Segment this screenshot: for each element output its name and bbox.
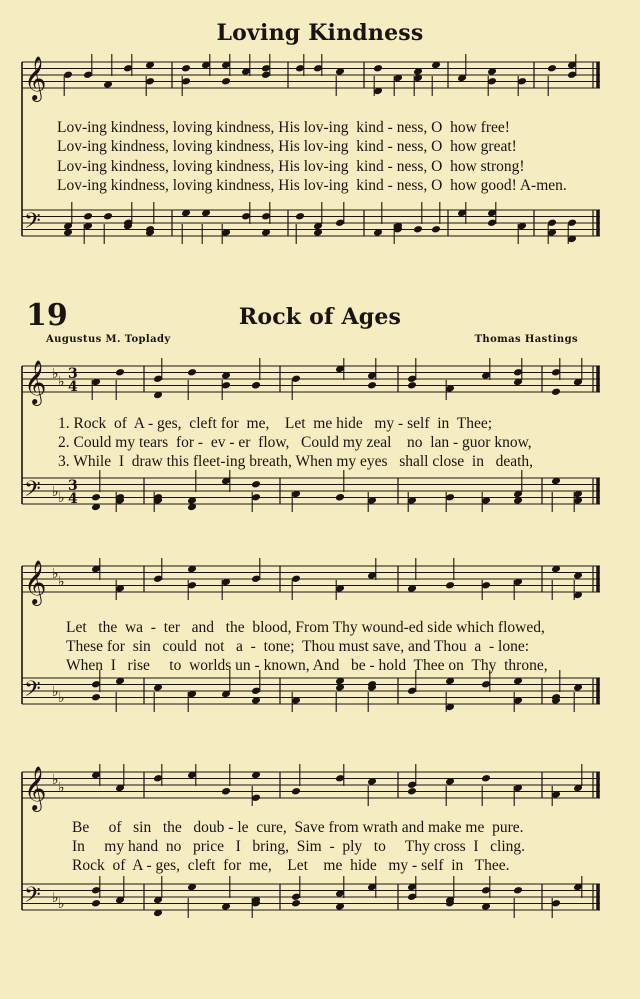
lyric-line: These for sin could not a - tone; Thou must save, and Thou a - lone: — [66, 638, 530, 655]
note-head — [291, 787, 301, 796]
hymn-title-rock-of-ages: Rock of Ages — [238, 304, 402, 330]
lyric-line: Lov-ing kindness, loving kindness, His lov-ing kind - ness, O how free! — [57, 119, 510, 136]
treble-staff — [22, 366, 600, 392]
lyric-line: Lov-ing kindness, loving kindness, His lov-ing kind - ness, O how good! A-men. — [57, 177, 567, 194]
hymn-number: 19 — [26, 298, 68, 333]
note-head — [115, 368, 125, 377]
note-head — [103, 212, 113, 221]
treble-staff — [22, 772, 600, 798]
lyric-line: Be of sin the doub - le cure, Save from wrath and make me pure. — [72, 819, 524, 836]
note-head — [407, 787, 417, 796]
bass-clef-icon: 𝄢 — [24, 883, 41, 913]
treble-clef-icon: 𝄞 — [24, 560, 47, 604]
bass-clef-icon: 𝄢 — [24, 209, 41, 239]
note-head — [335, 493, 345, 502]
note-head — [91, 899, 101, 908]
lyric-line: Let the wa - ter and the blood, From Thy wound-ed side which flowed, — [66, 619, 545, 636]
treble-staff — [22, 566, 600, 592]
flat-icon: ♭ — [52, 684, 59, 700]
bass-clef-icon: 𝄢 — [24, 677, 41, 707]
lyric-line: Rock of A - ges, cleft for me, Let me hide my - self in Thee. — [72, 857, 510, 874]
note-head — [513, 886, 523, 895]
flat-icon: ♭ — [58, 896, 65, 912]
note-head — [251, 480, 261, 489]
note-head — [481, 774, 491, 783]
note-head — [551, 387, 561, 396]
lyric-line: 2. Could my tears for - ev - er flow, Could my zeal no lan - guor know, — [58, 434, 532, 451]
note-head — [251, 381, 261, 390]
hymn-title-loving-kindness: Loving Kindness — [216, 20, 424, 46]
time-signature-top: 3 — [68, 366, 78, 382]
flat-icon: ♭ — [58, 490, 65, 506]
flat-icon: ♭ — [58, 690, 65, 706]
lyric-line: In my hand no price I bring, Sim - ply to Thy cross I cling. — [72, 838, 526, 855]
time-signature-top: 3 — [68, 478, 78, 494]
time-signature-bottom: 4 — [68, 379, 78, 395]
note-head — [373, 64, 383, 73]
flat-icon: ♭ — [52, 772, 59, 788]
flat-icon: ♭ — [58, 574, 65, 590]
note-head — [431, 225, 441, 234]
treble-clef-icon: 𝄞 — [24, 56, 47, 100]
time-signature-bottom: 4 — [68, 491, 78, 507]
note-head — [445, 581, 455, 590]
note-head — [221, 77, 231, 86]
note-head — [221, 787, 231, 796]
treble-clef-icon: 𝄞 — [24, 766, 47, 810]
lyric-line: 3. While I draw this fleet-ing breath, When my eyes shall close in death, — [58, 453, 534, 470]
note-head — [187, 368, 197, 377]
flat-icon: ♭ — [58, 374, 65, 390]
note-head — [181, 64, 191, 73]
flat-icon: ♭ — [52, 484, 59, 500]
note-head — [367, 381, 377, 390]
composer-credit: Thomas Hastings — [474, 334, 578, 345]
flat-icon: ♭ — [52, 366, 59, 382]
note-head — [407, 381, 417, 390]
bass-staff — [22, 678, 600, 704]
flat-icon: ♭ — [58, 780, 65, 796]
author-credit: Augustus M. Toplady — [46, 334, 171, 345]
note-head — [413, 225, 423, 234]
bass-clef-icon: 𝄢 — [24, 477, 41, 507]
lyric-line: 1. Rock of A - ges, cleft for me, Let me hide my - self in Thee; — [58, 415, 493, 432]
lyric-line: Lov-ing kindness, loving kindness, His lov-ing kind - ness, O how strong! — [57, 158, 525, 175]
treble-clef-icon: 𝄞 — [24, 360, 47, 404]
note-head — [83, 212, 93, 221]
lyric-line: Lov-ing kindness, loving kindness, His lov-ing kind - ness, O how great! — [57, 138, 517, 155]
bass-staff — [22, 478, 600, 504]
note-head — [91, 693, 101, 702]
note-head — [91, 493, 101, 502]
flat-icon: ♭ — [52, 566, 59, 582]
note-head — [295, 212, 305, 221]
note-head — [291, 899, 301, 908]
bass-staff — [22, 884, 600, 910]
note-head — [547, 64, 557, 73]
flat-icon: ♭ — [52, 890, 59, 906]
lyric-line: When I rise to worlds un - known, And be - hold Thee on Thy throne, — [66, 657, 548, 674]
